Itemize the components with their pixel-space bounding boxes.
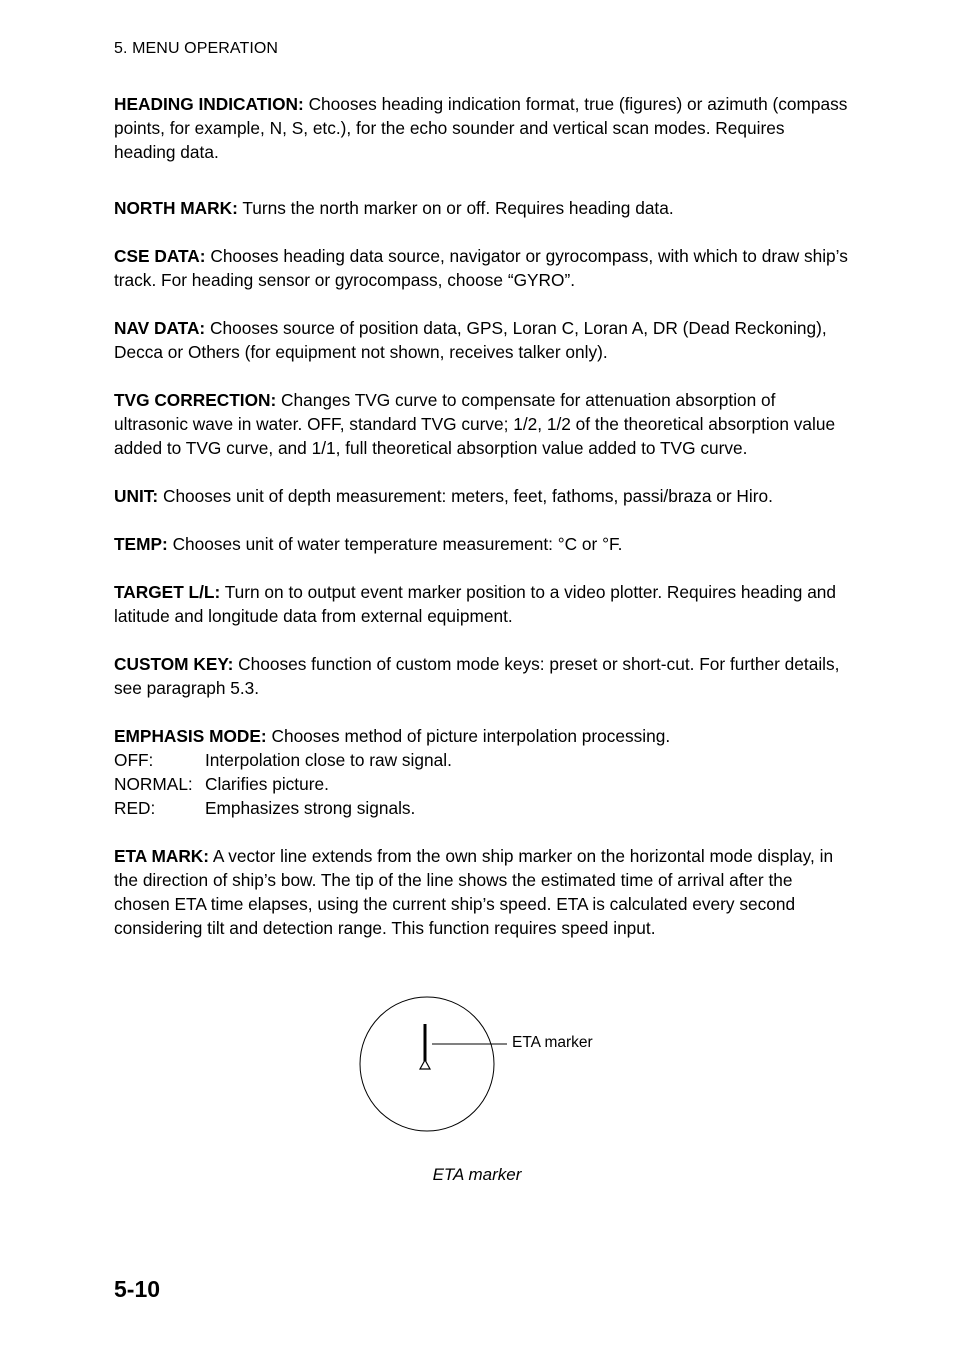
option-description: Interpolation close to raw signal.: [205, 750, 452, 770]
term: TEMP:: [114, 534, 168, 554]
option-description: Clarifies picture.: [205, 774, 329, 794]
term: CSE DATA:: [114, 246, 206, 266]
running-header: 5. MENU OPERATION: [114, 40, 279, 57]
term: ETA MARK:: [114, 846, 210, 866]
description: Chooses heading indication format, true (figures) or azimuth (compass points, for example, N, S, etc.), for the echo sounder and vertical scan modes. Requires heading data.: [114, 94, 848, 162]
description: Turns the north marker on or off. Requires heading data.: [237, 198, 674, 218]
description: Chooses unit of water temperature measurement: °C or °F.: [167, 534, 623, 554]
description: Changes TVG curve to compensate for attenuation absorption of ultrasonic wave in water. OFF, standard TVG curve; 1/2, 1/2 of the theoretical absorption value added to TVG curve, and 1/1, full theoretical absorption value added to TVG curve.: [114, 390, 836, 458]
description: Chooses heading data source, navigator or gyrocompass, with which to draw ship’s track. For heading sensor or gyrocompass, choose “GYRO”.: [114, 246, 848, 290]
option-name: NORMAL:: [114, 774, 193, 794]
figure-caption: ETA marker: [432, 1165, 522, 1184]
term: TARGET L/L:: [114, 582, 221, 602]
term: NORTH MARK:: [114, 198, 238, 218]
term: HEADING INDICATION:: [114, 94, 304, 114]
page-number: 5-10: [114, 1276, 161, 1302]
description: Turn on to output event marker position to a video plotter. Requires heading and latitude and longitude data from external equipment.: [114, 582, 837, 626]
own-ship-marker: [420, 1060, 430, 1069]
description: Chooses source of position data, GPS, Loran C, Loran A, DR (Dead Reckoning), Decca or Others (for equipment not shown, receives talker only).: [114, 318, 827, 362]
option-name: RED:: [114, 798, 156, 818]
option-description: Emphasizes strong signals.: [205, 798, 416, 818]
term: EMPHASIS MODE:: [114, 726, 267, 746]
term: NAV DATA:: [114, 318, 206, 338]
term: TVG CORRECTION:: [114, 390, 277, 410]
eta-marker-label: ETA marker: [512, 1034, 593, 1051]
option-name: OFF:: [114, 750, 154, 770]
description: Chooses unit of depth measurement: meters, feet, fathoms, passi/braza or Hiro.: [158, 486, 773, 506]
term: UNIT:: [114, 486, 159, 506]
description: Chooses function of custom mode keys: preset or short-cut. For further details, see paragraph 5.3.: [114, 654, 840, 698]
term: CUSTOM KEY:: [114, 654, 234, 674]
description: Chooses method of picture interpolation processing.: [266, 726, 671, 746]
description: A vector line extends from the own ship marker on the horizontal mode display, in the direction of ship’s bow. The tip of the line shows the estimated time of arrival after the chosen ETA time elapses, using the current ship’s speed. ETA is calculated every second considering tilt and detection range. This function requires speed input.: [114, 846, 834, 938]
